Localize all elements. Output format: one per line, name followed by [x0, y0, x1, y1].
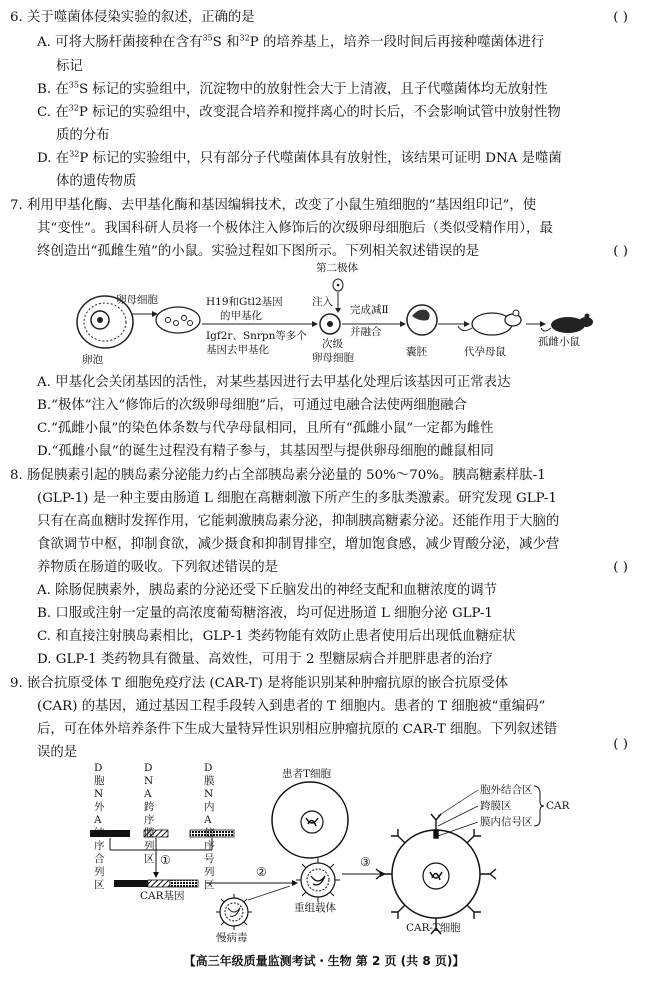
q8-option-a: A. 除肠促胰素外，胰岛素的分泌还受下丘脑发出的神经支配和血糖浓度的调节 [37, 583, 498, 598]
q6-option-d-cont: 体的遗传物质 [56, 174, 137, 189]
q8-option-b: B. 口服或注射一定量的高浓度葡萄糖溶液，均可促进肠道 L 细胞分泌 GLP-1 [37, 606, 493, 621]
q8-option-d: D. GLP-1 类药物具有微量、高效性，可用于 2 型糖尿病合并肥胖患者的治疗 [37, 652, 493, 667]
q7-stem-line3: 终创造出“孤雌生殖”的小鼠。实验过程如下图所示。下列相关叙述错误的是 [37, 244, 480, 259]
q8-stem-line4: 食欲调节中枢，抑制食欲，减少摄食和抑制胃排空，增加饱食感，减少胃酸分泌，减少营 [37, 537, 560, 552]
label-blastocyst: 囊胚 [406, 346, 427, 358]
patient-t-cell-drawing [272, 782, 348, 858]
label-car-gene: CAR基因 [140, 890, 185, 902]
q7-stem-line1: 7. 利用甲基化酶、去甲基化酶和基因编辑技术，改变了小鼠生殖细胞的“基因组印记”，使 [10, 198, 537, 213]
q8-option-c: C. 和直接注射胰岛素相比，GLP-1 类药物能有效防止患者使用后出现低血糖症状 [37, 629, 516, 644]
q7-answer-paren: ( ) [613, 244, 628, 259]
car-t-cell-drawing [376, 790, 496, 934]
q7-experiment-diagram [60, 262, 600, 370]
q6-option-a-cont: 标记 [56, 59, 83, 74]
q7-option-a: A. 甲基化会关闭基因的活性，对某些基因进行去甲基化处理后该基因可正常表达 [37, 375, 511, 390]
q6-option-b: B. 在$^{35}$S 标记的实验组中，沉淀物中的放射性会大于上清液，且子代噬菌体均无放射性 [37, 80, 548, 97]
q9-car-t-diagram [60, 762, 620, 947]
label-polar-body: 第二极体 [316, 262, 358, 274]
q6-option-a: A. 可将大肠杆菌接种在含有$^{35}$S 和$^{32}$P 的培养基上，培养一段时间后再接种噬菌体进行 [37, 33, 545, 50]
q8-stem-line5: 养物质在肠道的吸收。下列叙述错误的是 [37, 560, 279, 575]
recombinant-vector-drawing [296, 858, 340, 902]
label-inject: 注入 [312, 296, 333, 308]
q7-option-c: C.“孤雌小鼠”的染色体条数与代孕母鼠相同，且所有“孤雌小鼠”一定都为雌性 [37, 421, 494, 436]
blastocyst-drawing [407, 305, 437, 335]
label-follicle: 卵泡 [82, 354, 103, 366]
page-footer: 【高三年级质量监测考试・生物 第 2 页 (共 8 页)】 [183, 954, 465, 968]
lentivirus-drawing [216, 894, 252, 930]
label-demethyl-1: Igf2r、Snrpn等多个 [206, 330, 307, 342]
q9-answer-paren: ( ) [613, 737, 628, 752]
label-step-3: ③ [360, 855, 371, 869]
label-patient-t-cell: 患者T细胞 [282, 768, 332, 780]
q6-answer-paren: ( ) [613, 10, 628, 25]
label-oocyte: 卵母细胞 [116, 294, 158, 306]
label-car-t-cell: CAR-T细胞 [406, 922, 461, 934]
q9-stem-line3: 后，可在体外培养条件下生成大量特异性识别相应肿瘤抗原的 CAR-T 细胞。下列叙述错 [37, 722, 558, 737]
q7-stem-line2: 其“变性”。我国科研人员将一个极体注入修饰后的次级卵母细胞后（类似受精作用），最 [37, 221, 553, 236]
q6-option-c: C. 在$^{32}$P 标记的实验组中，改变混合培养和搅拌离心的时长后，不会影响试管中放射性物 [37, 103, 561, 120]
black-mouse-drawing [541, 314, 593, 334]
label-methyl-1: H19和Gtl2基因 [206, 296, 283, 308]
q6-stem: 6. 关于噬菌体侵染实验的叙述，正确的是 [10, 10, 255, 25]
label-extracellular-binding: 胞外结合区 [480, 784, 533, 796]
label-step-2: ② [256, 865, 267, 879]
label-secondary-2: 卵母细胞 [312, 352, 354, 364]
label-dna-signal: D膜 N内 A信 序号 列区 [204, 762, 215, 891]
surrogate-mouse-drawing [458, 310, 521, 335]
q9-stem-line2: (CAR) 的基因，通过基因工程手段转入到患者的 T 细胞内。患者的 T 细胞被“重编码” [37, 699, 546, 714]
q8-answer-paren: ( ) [613, 560, 628, 575]
label-meiosis-1: 完成减Ⅱ [350, 304, 389, 316]
q7-option-d: D.“孤雌小鼠”的诞生过程没有精子参与，其基因型与提供卵母细胞的雌鼠相同 [37, 444, 494, 459]
label-dna-extracellular: D胞 N外 A结 序合 列区 [94, 762, 105, 891]
label-car: CAR [546, 800, 570, 812]
q7-option-b: B.“极体”注入“修饰后的次级卵母细胞”后，可通过电融合法使两细胞融合 [37, 398, 467, 413]
label-lentivirus: 慢病毒 [216, 932, 248, 944]
label-demethyl-2: 基因去甲基化 [206, 344, 269, 356]
q6-option-d: D. 在$^{32}$P 标记的实验组中，只有部分子代噬菌体具有放射性，该结果可证明 DNA 是噬菌 [37, 149, 562, 166]
label-surrogate: 代孕母鼠 [464, 346, 506, 358]
q8-stem-line3: 只有在高血糖时发挥作用，它能刺激胰岛素分泌，抑制胰高糖素分泌。还能作用于大脑的 [37, 514, 560, 529]
q6-option-c-cont: 质的分布 [56, 128, 110, 143]
secondary-oocyte-drawing [320, 314, 340, 334]
q8-stem-line2: (GLP-1) 是一种主要由肠道 L 细胞在高糖刺激下所产生的多肽类激素。研究发现 GLP-1 [37, 491, 557, 506]
label-parthenogenetic-mouse: 孤雌小鼠 [538, 336, 580, 348]
label-transmembrane: 跨膜区 [480, 800, 512, 812]
label-recombinant-vector: 重组载体 [294, 902, 336, 914]
label-step-1: ① [160, 853, 171, 867]
label-secondary-1: 次级 [322, 338, 343, 350]
q8-stem-line1: 8. 肠促胰素引起的胰岛素分泌能力约占全部胰岛素分泌量的 50%～70%。胰高糖素样肽-1 [10, 468, 546, 483]
label-intracellular-signal: 膜内信号区 [480, 816, 533, 828]
dish-drawing [156, 307, 200, 333]
label-dna-transmembrane: D N A跨 序膜 列区 [144, 762, 155, 865]
q9-stem-line4: 误的是 [37, 745, 78, 760]
label-methyl-2: 的甲基化 [220, 310, 262, 322]
q9-stem-line1: 9. 嵌合抗原受体 T 细胞免疫疗法 (CAR-T) 是将能识别某种肿瘤抗原的嵌合抗原受体 [10, 676, 509, 691]
label-meiosis-2: 并融合 [350, 326, 382, 338]
